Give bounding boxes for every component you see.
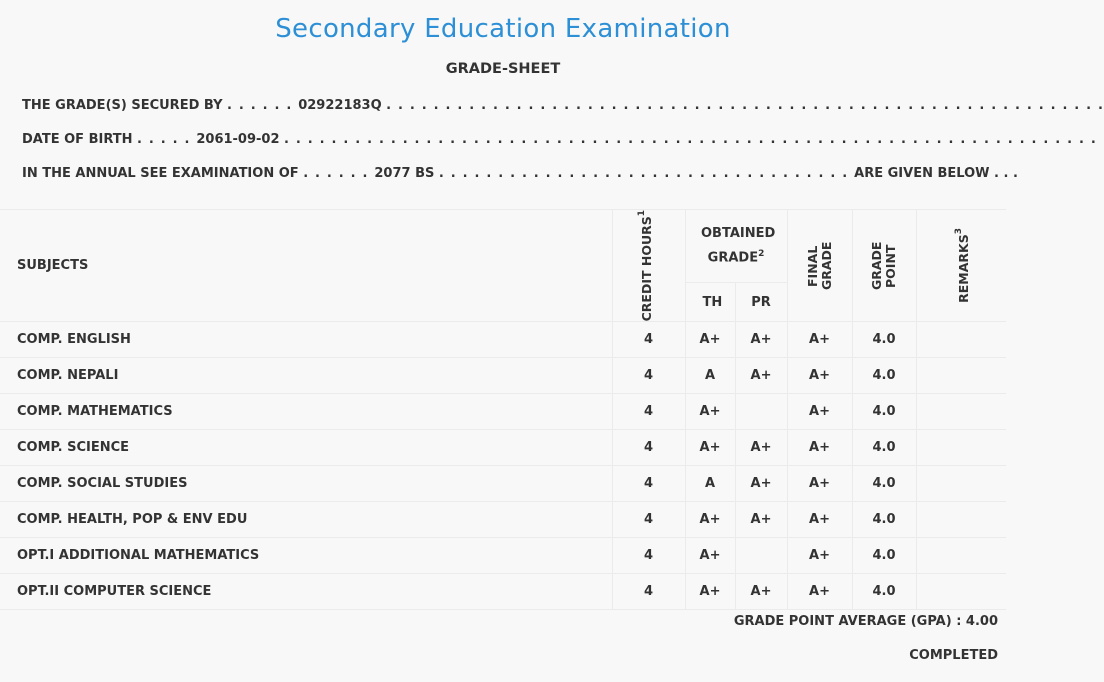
subject-cell: COMP. SOCIAL STUDIES	[0, 466, 612, 502]
credit-hours-cell: 4	[612, 358, 685, 394]
secured-by-value: 02922183Q	[298, 98, 382, 113]
pr-grade-cell: A+	[735, 466, 787, 502]
pr-grade-cell: A+	[735, 322, 787, 358]
remarks-header	[916, 210, 1006, 322]
exam-label: IN THE ANNUAL SEE EXAMINATION OF	[22, 166, 299, 181]
credit-hours-cell: 4	[612, 574, 685, 610]
grade-point-cell: 4.0	[852, 322, 916, 358]
table-row	[0, 538, 1006, 574]
page-subtitle: GRADE-SHEET	[445, 61, 561, 77]
subject-cell: COMP. SCIENCE	[0, 430, 612, 466]
final-grade-header	[787, 210, 852, 322]
grade-point-cell: 4.0	[852, 538, 916, 574]
credit-hours-sup: 1	[636, 210, 647, 217]
subjects-header: SUBJECTS	[0, 210, 612, 322]
obtained-grade-sup: 2	[758, 248, 765, 259]
exam-line: IN THE ANNUAL SEE EXAMINATION OF . . . . . . 2077 BS . . . . . . . . . . . . . . . . . . . . . . . . . . . . . . . . . . . ARE GIVEN BELOW . . .	[22, 166, 1018, 181]
final-grade-cell: A+	[787, 466, 852, 502]
subject-cell: COMP. HEALTH, POP & ENV EDU	[0, 502, 612, 538]
dob-line: DATE OF BIRTH . . . . . 2061-09-02 . . . . . . . . . . . . . . . . . . . . . . . . . . . . . . . . . . . . . . . . . . . . . . . . . . . . . . . . . . . . . . . . . . . . .	[22, 132, 1097, 147]
remarks-cell	[916, 394, 1006, 430]
pr-grade-cell: A+	[735, 502, 787, 538]
th-grade-cell: A	[685, 358, 735, 394]
th-header: TH	[685, 282, 735, 321]
remarks-cell	[916, 502, 1006, 538]
subject-cell: OPT.II COMPUTER SCIENCE	[0, 574, 612, 610]
grade-point-header	[852, 210, 916, 322]
th-grade-cell: A	[685, 466, 735, 502]
secured-by-line: THE GRADE(S) SECURED BY . . . . . . 02922183Q . . . . . . . . . . . . . . . . . . . . . . . . . . . . . . . . . . . . . . . . . . . . . . . . . . . . . . . . . . . . .	[22, 98, 1104, 113]
obtained-grade-label: OBTAINED GRADE	[701, 225, 776, 266]
credit-hours-cell: 4	[612, 538, 685, 574]
grade-point-cell: 4.0	[852, 466, 916, 502]
th-grade-cell: A+	[685, 538, 735, 574]
th-grade-cell: A+	[685, 322, 735, 358]
remarks-sup: 3	[953, 228, 964, 235]
credit-hours-label: CREDIT HOURS	[638, 216, 654, 322]
remarks-cell	[916, 322, 1006, 358]
pr-grade-cell	[735, 538, 787, 574]
remarks-cell	[916, 538, 1006, 574]
th-grade-cell: A+	[685, 430, 735, 466]
credit-hours-cell: 4	[612, 466, 685, 502]
table-row	[0, 466, 1006, 502]
credit-hours-cell: 4	[612, 394, 685, 430]
subject-cell: COMP. ENGLISH	[0, 322, 612, 358]
grade-point-label: GRADE POINT	[869, 241, 898, 290]
remarks-cell	[916, 466, 1006, 502]
pr-grade-cell: A+	[735, 574, 787, 610]
grade-point-cell: 4.0	[852, 394, 916, 430]
exam-value: 2077 BS	[374, 166, 435, 181]
pr-grade-cell: A+	[735, 358, 787, 394]
credit-hours-header	[612, 210, 685, 322]
final-grade-cell: A+	[787, 358, 852, 394]
th-grade-cell: A+	[685, 394, 735, 430]
th-grade-cell: A+	[685, 502, 735, 538]
status-text: COMPLETED	[909, 648, 998, 663]
credit-hours-cell: 4	[612, 430, 685, 466]
grade-point-cell: 4.0	[852, 358, 916, 394]
remarks-cell	[916, 430, 1006, 466]
final-grade-cell: A+	[787, 574, 852, 610]
table-row	[0, 502, 1006, 538]
credit-hours-cell: 4	[612, 502, 685, 538]
pr-grade-cell: A+	[735, 430, 787, 466]
page-title: Secondary Education Examination	[275, 14, 731, 44]
final-grade-label: FINAL GRADE	[804, 241, 834, 290]
table-row	[0, 574, 1006, 610]
exam-suffix: ARE GIVEN BELOW . . .	[854, 166, 1018, 181]
subject-cell: COMP. MATHEMATICS	[0, 394, 612, 430]
obtained-grade-header	[685, 210, 787, 283]
table-row	[0, 394, 1006, 430]
final-grade-cell: A+	[787, 394, 852, 430]
gpa-summary: GRADE POINT AVERAGE (GPA) : 4.00	[733, 614, 998, 629]
dob-label: DATE OF BIRTH	[22, 132, 133, 147]
pr-grade-cell	[735, 394, 787, 430]
grade-point-cell: 4.0	[852, 502, 916, 538]
subject-cell: COMP. NEPALI	[0, 358, 612, 394]
th-grade-cell: A+	[685, 574, 735, 610]
final-grade-cell: A+	[787, 502, 852, 538]
final-grade-cell: A+	[787, 538, 852, 574]
remarks-cell	[916, 358, 1006, 394]
subject-cell: OPT.I ADDITIONAL MATHEMATICS	[0, 538, 612, 574]
final-grade-cell: A+	[787, 322, 852, 358]
remarks-label: REMARKS	[955, 234, 971, 304]
grade-point-cell: 4.0	[852, 574, 916, 610]
grade-point-cell: 4.0	[852, 430, 916, 466]
table-row	[0, 358, 1006, 394]
credit-hours-cell: 4	[612, 322, 685, 358]
dob-value: 2061-09-02	[196, 132, 280, 147]
pr-header: PR	[735, 282, 787, 321]
table-row	[0, 322, 1006, 358]
remarks-cell	[916, 574, 1006, 610]
final-grade-cell: A+	[787, 430, 852, 466]
table-row	[0, 430, 1006, 466]
grades-table	[0, 209, 1006, 610]
secured-by-label: THE GRADE(S) SECURED BY	[22, 98, 223, 113]
